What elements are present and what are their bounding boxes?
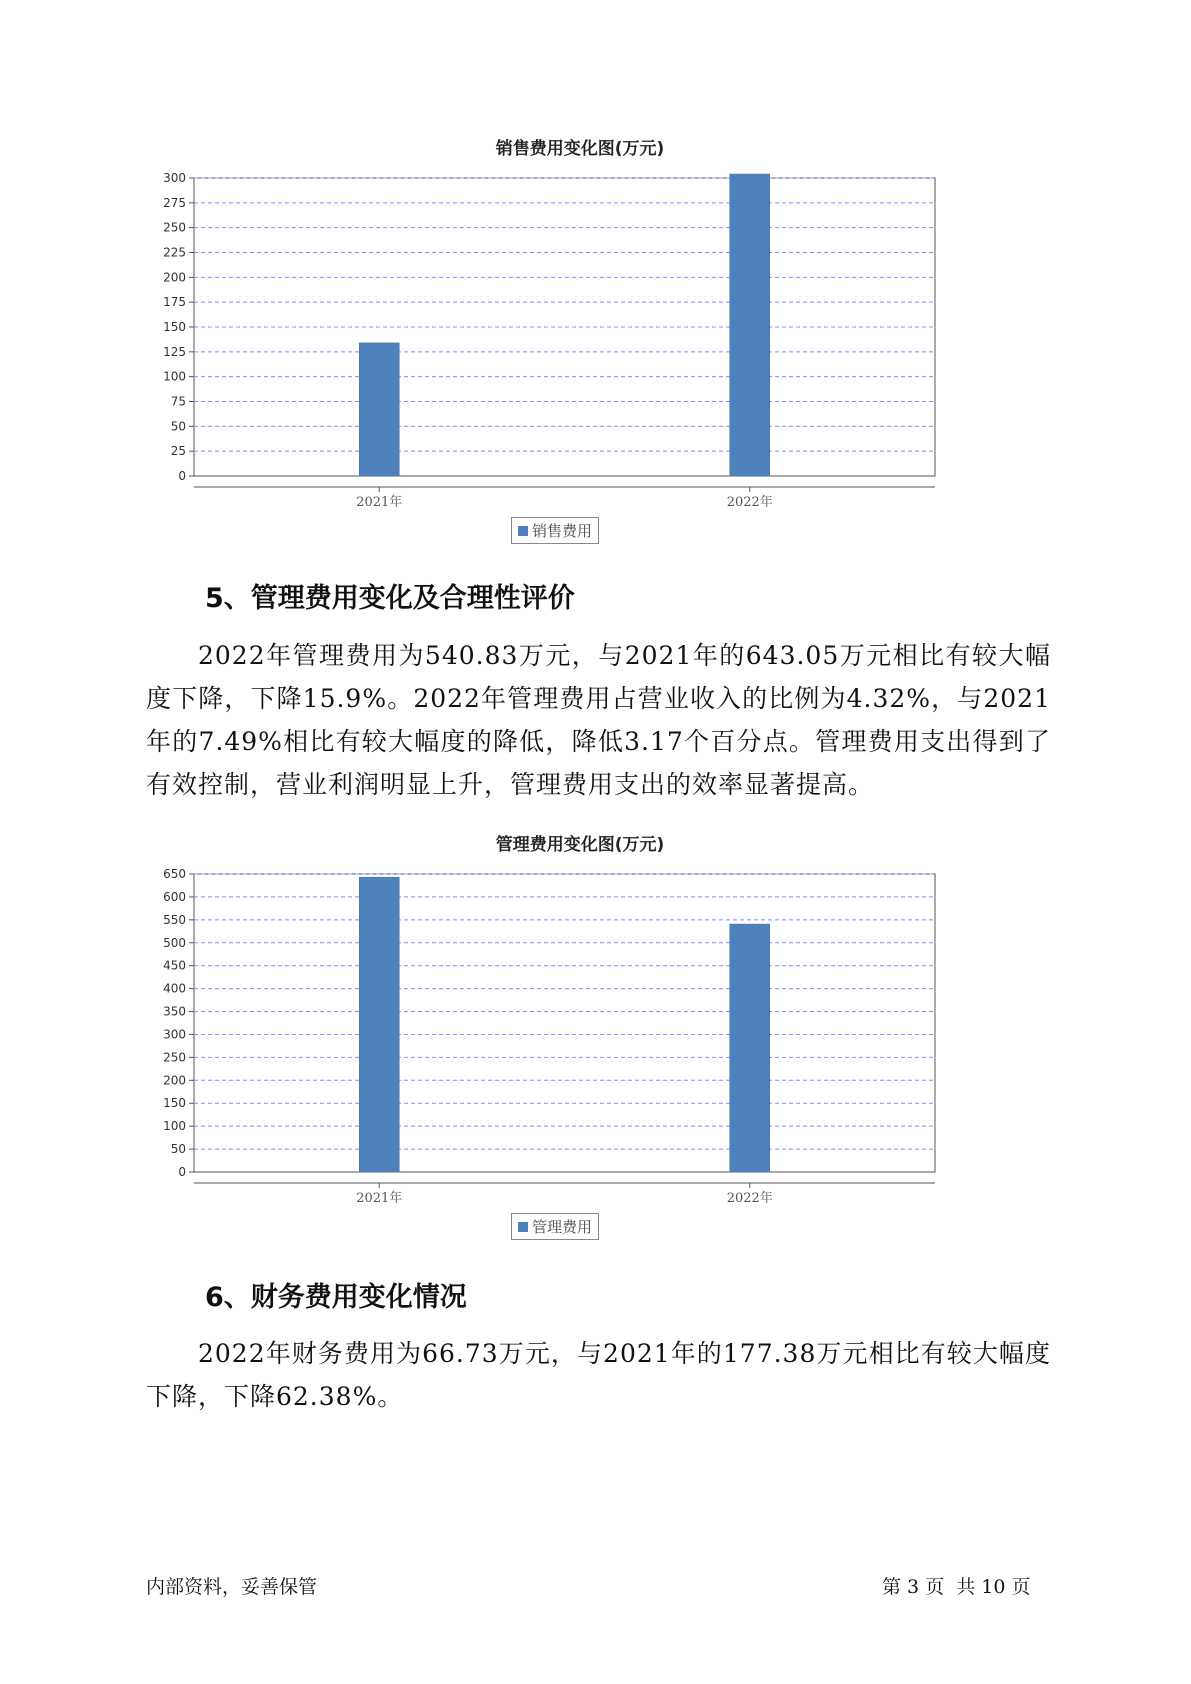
y-tick-label: 250 — [163, 1050, 186, 1065]
y-tick-label: 400 — [163, 981, 186, 996]
x-tick-label: 2022年 — [726, 495, 773, 510]
y-tick-label: 50 — [170, 419, 186, 434]
y-tick-label: 225 — [163, 245, 186, 260]
y-tick-label: 0 — [178, 1165, 186, 1179]
y-tick-label: 100 — [163, 369, 186, 384]
x-tick-label: 2021年 — [356, 1191, 403, 1206]
y-tick-label: 275 — [163, 195, 186, 210]
y-tick-label: 550 — [163, 912, 186, 927]
legend-label: 销售费用 — [532, 522, 593, 540]
y-tick-label: 125 — [163, 344, 186, 359]
bar — [730, 174, 770, 476]
y-tick-label: 0 — [178, 469, 186, 483]
y-tick-label: 150 — [163, 320, 186, 334]
y-tick-label: 600 — [163, 889, 186, 904]
chart-title: 销售费用变化图(万元) — [495, 139, 665, 159]
y-tick-label: 300 — [163, 1027, 186, 1042]
bar — [359, 877, 399, 1172]
y-tick-label: 250 — [163, 220, 186, 235]
sales-expense-plot — [150, 170, 1010, 550]
section-heading-5: 5、管理费用变化及合理性评价 — [205, 583, 575, 614]
y-tick-label: 150 — [163, 1096, 186, 1111]
y-tick-label: 50 — [170, 1142, 186, 1157]
chart-legend — [511, 1213, 599, 1240]
footer-page-number: 第 3 页 共 10 页 — [882, 1576, 1031, 1598]
plot-area — [194, 178, 935, 476]
section-heading-6: 6、财务费用变化情况 — [205, 1282, 467, 1313]
plot-area — [194, 874, 935, 1172]
admin-expense-plot — [150, 866, 1010, 1246]
legend-swatch-icon — [518, 526, 528, 536]
section-paragraph-6: 2022年财务费用为66.73万元，与2021年的177.38万元相比有较大幅度下降，下降62.38%。 — [146, 1339, 1051, 1411]
y-tick-label: 450 — [163, 958, 186, 973]
y-tick-label: 350 — [163, 1004, 186, 1019]
y-tick-label: 25 — [170, 444, 186, 459]
legend-label: 管理费用 — [532, 1218, 593, 1236]
x-tick-label: 2021年 — [356, 495, 403, 510]
legend-swatch-icon — [518, 1222, 528, 1232]
admin-expense-chart — [150, 826, 1010, 1246]
y-tick-label: 500 — [163, 935, 186, 950]
y-tick-label: 300 — [163, 171, 186, 185]
bar — [730, 924, 770, 1172]
bar — [359, 343, 399, 476]
x-tick-label: 2022年 — [726, 1191, 773, 1206]
chart-legend — [511, 517, 599, 544]
y-tick-label: 650 — [163, 867, 186, 881]
y-tick-label: 75 — [170, 394, 186, 409]
chart-title: 管理费用变化图(万元) — [495, 835, 665, 855]
y-tick-label: 200 — [163, 270, 186, 285]
y-tick-label: 100 — [163, 1119, 186, 1134]
y-tick-label: 175 — [163, 295, 186, 310]
footer-confidential: 内部资料，妥善保管 — [146, 1576, 318, 1598]
y-tick-label: 200 — [163, 1073, 186, 1088]
sales-expense-chart — [150, 130, 1010, 550]
section-paragraph-5: 2022年管理费用为540.83万元，与2021年的643.05万元相比有较大幅度下降，下降15.9%。2022年管理费用占营业收入的比例为4.32%，与2021年的7.49%相比有较大幅度的降低，降低3.17个百分点。管理费用支出得到了有效控制，营业利润明显上升，管理费用支出的效率显著提高。 — [146, 641, 1051, 799]
